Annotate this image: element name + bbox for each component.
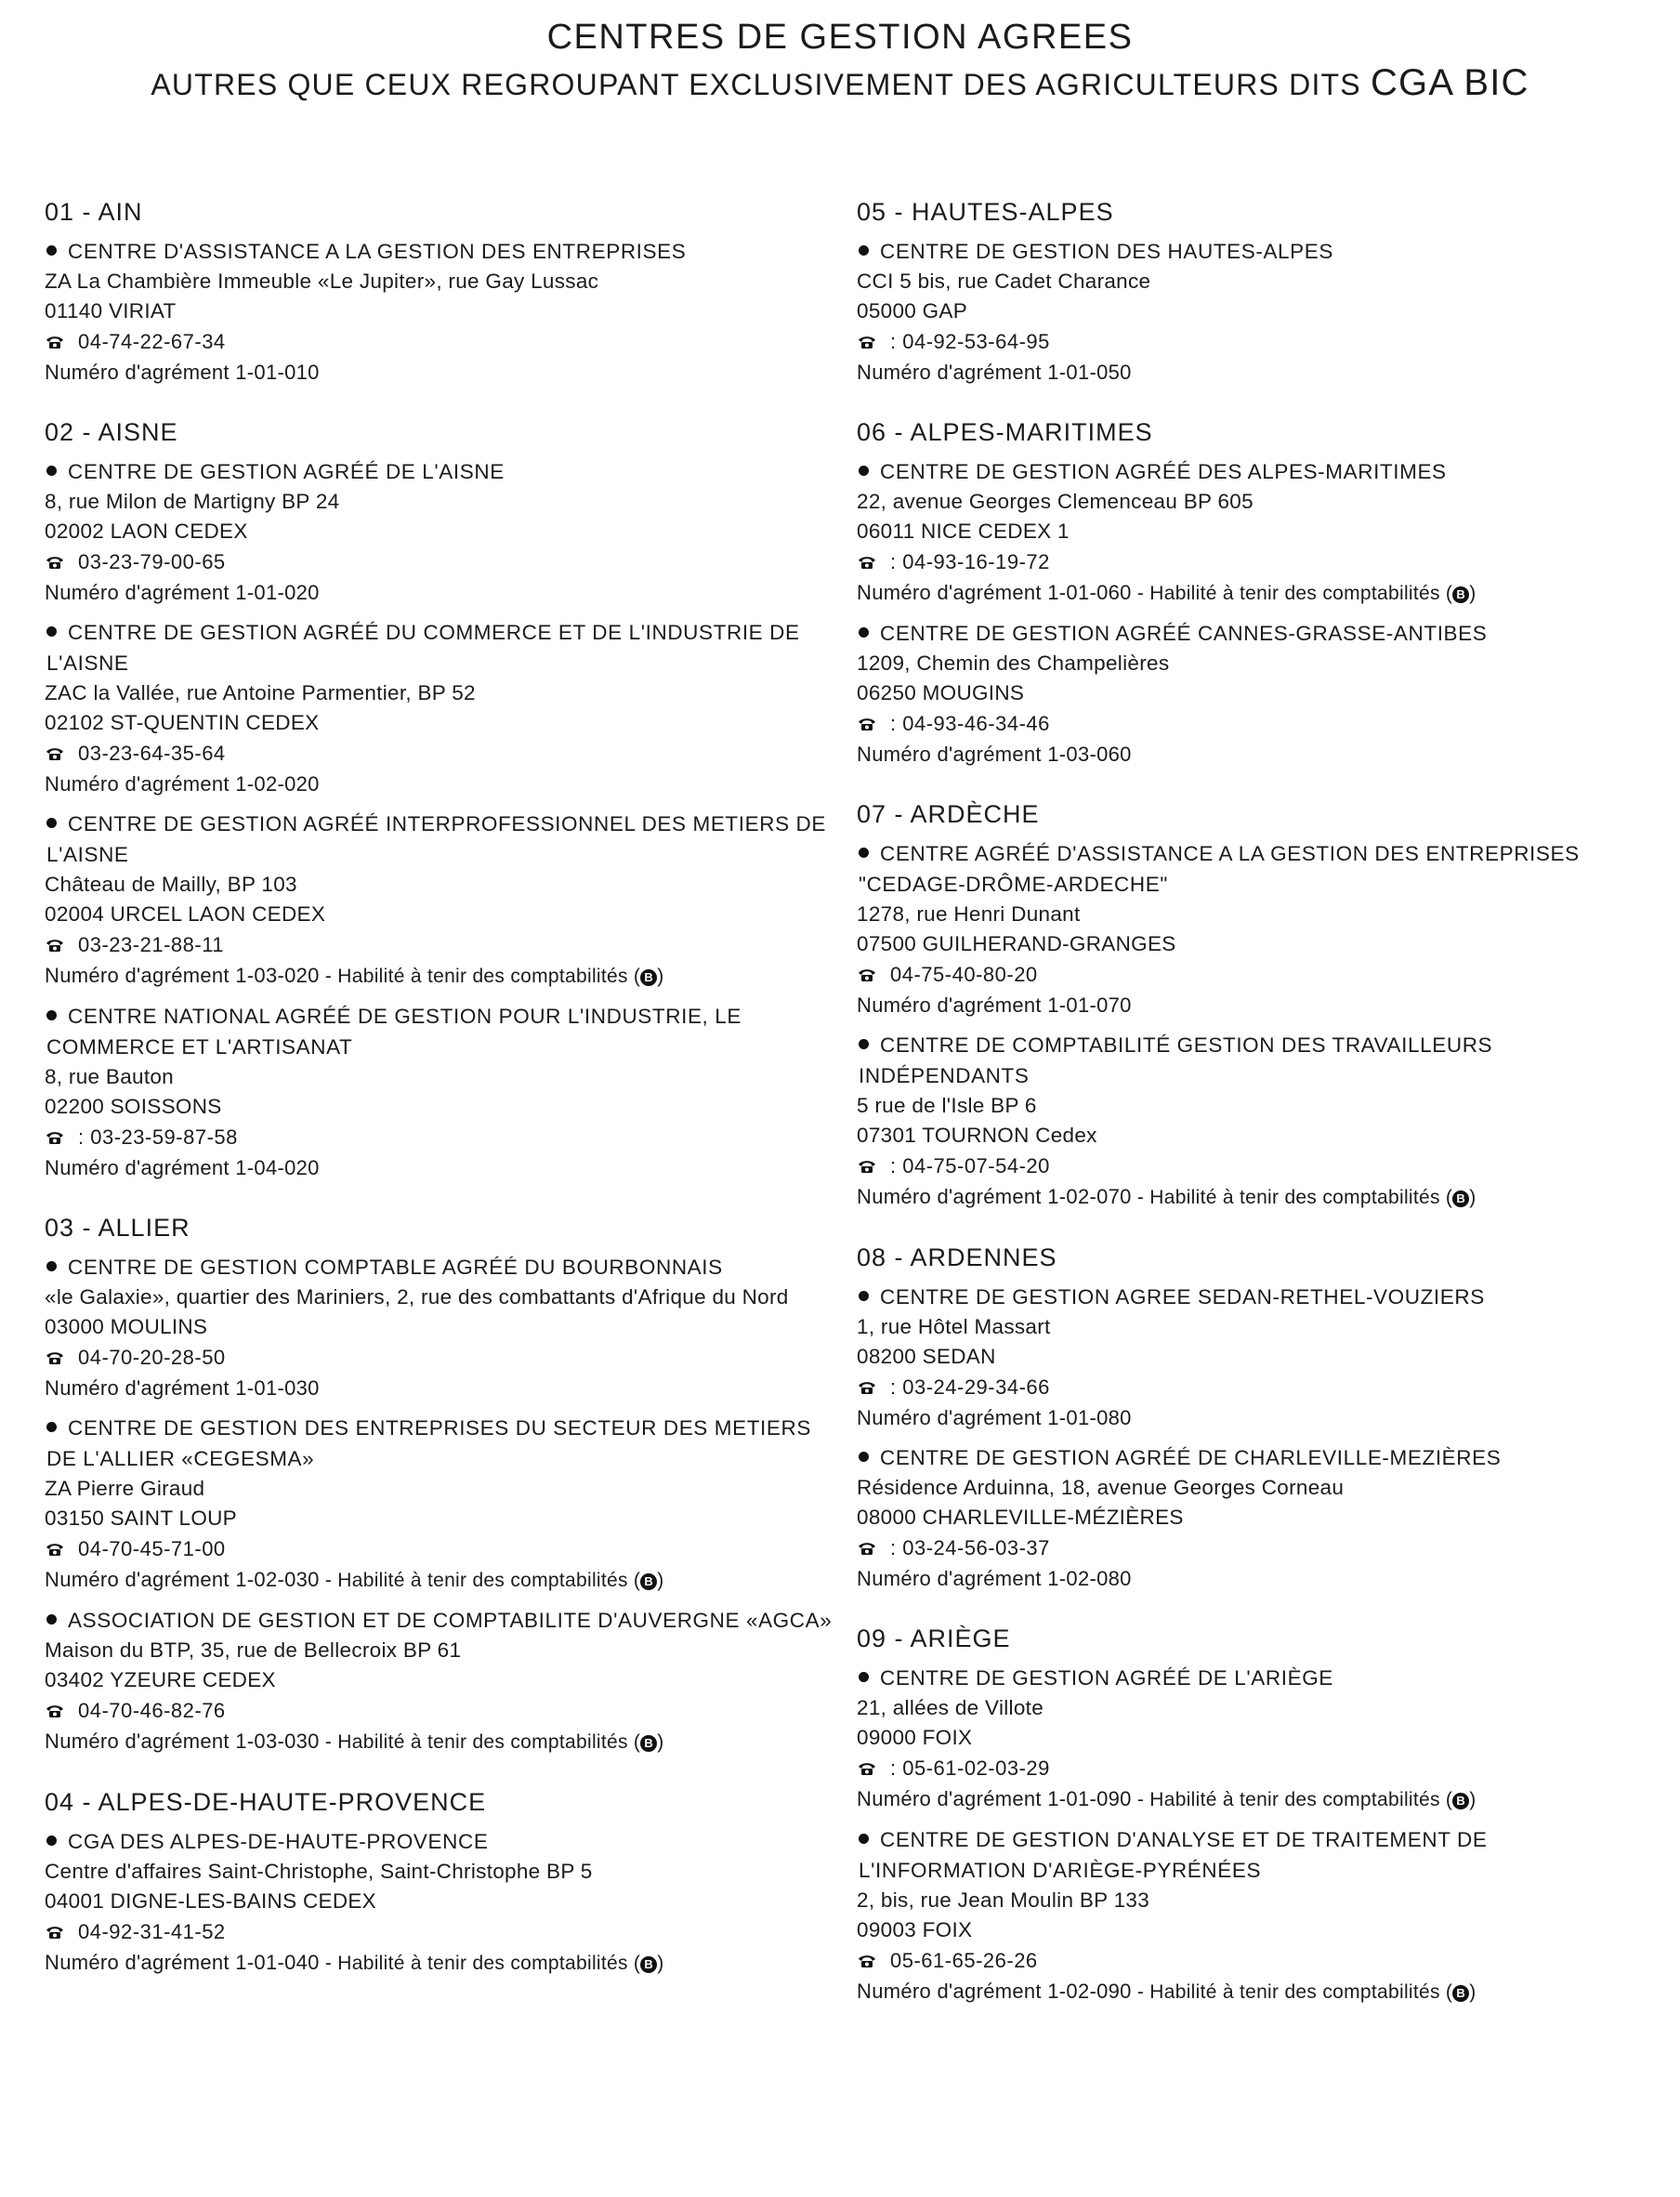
phone-number: : 03-24-29-34-66 — [890, 1375, 1050, 1399]
agrement-row — [857, 1564, 1647, 1594]
address-line: 03150 SAINT LOUP — [45, 1506, 237, 1530]
department-title: 05 - HAUTES-ALPES — [857, 198, 1114, 226]
centre-name-text: CENTRE DE GESTION AGRÉÉ DU COMMERCE ET DE L'INDUSTRIE DE L'AISNE — [46, 621, 800, 675]
habilite-note: - Habilité à tenir des comptabilités ( — [319, 1570, 641, 1591]
centre-entry — [45, 617, 834, 799]
phone-number: 04-70-20-28-50 — [78, 1346, 226, 1369]
bullet-icon — [859, 245, 869, 256]
page-header — [0, 13, 1680, 106]
centre-name — [857, 618, 1647, 649]
centre-entry — [857, 838, 1647, 1020]
phone-row — [857, 546, 1647, 578]
bullet-icon — [46, 1422, 57, 1432]
department-section — [857, 797, 1647, 1213]
centre-name-text: CENTRE DE GESTION DES HAUTES-ALPES — [880, 240, 1333, 263]
phone-number: 05-61-65-26-26 — [890, 1949, 1038, 1972]
phone-row — [45, 738, 834, 770]
habilite-close: ) — [657, 1731, 664, 1753]
department-section — [45, 1211, 834, 1757]
phone-row — [857, 959, 1647, 991]
phone-number: 03-23-64-35-64 — [78, 742, 226, 765]
address-line: 1, rue Hôtel Massart — [857, 1315, 1051, 1338]
address-line: ZAC la Vallée, rue Antoine Parmentier, BP 52 — [45, 681, 476, 704]
centre-name-text: CGA DES ALPES-DE-HAUTE-PROVENCE — [68, 1830, 489, 1853]
address-line: Château de Mailly, BP 103 — [45, 873, 297, 896]
bullet-icon — [46, 1835, 57, 1846]
habilite-close: ) — [657, 966, 664, 987]
bullet-icon — [46, 245, 57, 256]
agrement-row — [45, 1948, 834, 1979]
agrement-row — [857, 358, 1647, 388]
left-column — [45, 195, 834, 2006]
phone-icon — [857, 327, 877, 342]
address-line: 01140 VIRIAT — [45, 299, 177, 322]
bullet-icon — [859, 1672, 869, 1682]
agrement-number: Numéro d'agrément 1-01-060 — [857, 581, 1132, 604]
centre-entry — [857, 1824, 1647, 2007]
phone-icon — [45, 1696, 65, 1711]
address-line: 8, rue Milon de Martigny BP 24 — [45, 490, 340, 513]
phone-number: : 03-24-56-03-37 — [890, 1536, 1050, 1559]
address-line: CCI 5 bis, rue Cadet Charance — [857, 270, 1151, 293]
habilite-note: - Habilité à tenir des comptabilités ( — [1131, 1187, 1453, 1208]
centre-entry — [857, 456, 1647, 609]
phone-number: 04-70-46-82-76 — [78, 1699, 226, 1722]
centre-name-text: CENTRE DE GESTION COMPTABLE AGRÉÉ DU BOURBONNAIS — [68, 1256, 723, 1279]
phone-number: : 04-93-46-34-46 — [890, 712, 1050, 735]
agrement-number: Numéro d'agrément 1-01-030 — [45, 1376, 320, 1400]
address-line: 06011 NICE CEDEX 1 — [857, 520, 1070, 543]
address-line: 02004 URCEL LAON CEDEX — [45, 902, 326, 926]
address-line: 22, avenue Georges Clemenceau BP 605 — [857, 490, 1253, 513]
agrement-row — [857, 1784, 1647, 1815]
circled-letter-icon: B — [1452, 586, 1469, 603]
bullet-icon — [859, 627, 869, 638]
phone-row — [857, 1372, 1647, 1403]
bullet-icon — [46, 626, 57, 637]
centre-entry — [857, 236, 1647, 388]
habilite-close: ) — [1469, 1789, 1477, 1810]
phone-icon — [45, 547, 65, 562]
agrement-number: Numéro d'agrément 1-01-040 — [45, 1951, 320, 1974]
phone-icon — [857, 709, 877, 724]
department-section — [857, 415, 1647, 770]
address-line: Centre d'affaires Saint-Christophe, Saint-Christophe BP 5 — [45, 1860, 593, 1883]
bullet-icon — [859, 466, 869, 476]
subtitle-main: AUTRES QUE CEUX REGROUPANT EXCLUSIVEMENT DES AGRICULTEURS DITS — [151, 68, 1361, 101]
centre-name-text: CENTRE DE GESTION AGRÉÉ DE CHARLEVILLE-MEZIÈRES — [880, 1446, 1502, 1469]
habilite-close: ) — [657, 1953, 664, 1974]
agrement-number: Numéro d'agrément 1-01-080 — [857, 1406, 1132, 1429]
centre-name — [857, 1663, 1647, 1693]
phone-icon — [45, 1917, 65, 1932]
centre-name-text: CENTRE D'ASSISTANCE A LA GESTION DES ENTREPRISES — [68, 240, 687, 263]
circled-letter-icon: B — [640, 1573, 657, 1590]
phone-number: 04-75-40-80-20 — [890, 963, 1038, 986]
phone-row — [857, 326, 1647, 358]
circled-letter-icon: B — [1452, 1985, 1469, 2002]
centre-name — [857, 236, 1647, 267]
address-line: 1209, Chemin des Champelières — [857, 651, 1170, 675]
phone-icon — [857, 1533, 877, 1548]
phone-number: : 04-92-53-64-95 — [890, 330, 1050, 353]
habilite-note: - Habilité à tenir des comptabilités ( — [319, 1953, 641, 1974]
agrement-number: Numéro d'agrément 1-04-020 — [45, 1156, 320, 1179]
address-line: 8, rue Bauton — [45, 1065, 174, 1088]
habilite-note: - Habilité à tenir des comptabilités ( — [319, 1731, 641, 1753]
department-title: 03 - ALLIER — [45, 1214, 190, 1242]
centre-entry — [45, 1252, 834, 1403]
phone-row — [857, 1753, 1647, 1784]
bullet-icon — [859, 1039, 869, 1049]
bullet-icon — [859, 1291, 869, 1301]
circled-letter-icon: B — [1452, 1793, 1469, 1809]
centre-entry — [857, 618, 1647, 770]
phone-row — [45, 1533, 834, 1565]
bullet-icon — [46, 1261, 57, 1271]
address-line: ZA Pierre Giraud — [45, 1477, 205, 1500]
centre-name — [857, 838, 1647, 900]
centre-name — [857, 1442, 1647, 1473]
centre-name-text: CENTRE DE GESTION AGRÉÉ DES ALPES-MARITIMES — [880, 460, 1447, 483]
habilite-note: - Habilité à tenir des comptabilités ( — [319, 966, 641, 987]
department-section — [857, 1241, 1647, 1594]
habilite-close: ) — [1469, 583, 1477, 604]
address-line: 21, allées de Villote — [857, 1696, 1044, 1719]
centre-name — [45, 1001, 834, 1062]
page-title: CENTRES DE GESTION AGREES — [546, 18, 1134, 57]
address-line: 2, bis, rue Jean Moulin BP 133 — [857, 1888, 1150, 1912]
centre-entry — [45, 456, 834, 608]
habilite-close: ) — [1469, 1187, 1477, 1208]
phone-icon — [857, 960, 877, 975]
agrement-row — [857, 578, 1647, 609]
agrement-number: Numéro d'agrément 1-02-030 — [45, 1568, 320, 1591]
habilite-close: ) — [1469, 1981, 1477, 2003]
agrement-row — [857, 1182, 1647, 1213]
address-line: 02002 LAON CEDEX — [45, 520, 248, 543]
address-line: 03000 MOULINS — [45, 1315, 208, 1338]
phone-number: : 05-61-02-03-29 — [890, 1756, 1050, 1780]
phone-row — [45, 1695, 834, 1727]
phone-number: : 03-23-59-87-58 — [78, 1125, 238, 1149]
phone-row — [857, 1533, 1647, 1564]
agrement-number: Numéro d'agrément 1-03-030 — [45, 1730, 320, 1753]
phone-icon — [857, 1151, 877, 1166]
agrement-number: Numéro d'agrément 1-03-020 — [45, 964, 320, 987]
habilite-note: - Habilité à tenir des comptabilités ( — [1131, 1981, 1453, 2003]
department-section — [45, 415, 834, 1183]
agrement-row — [45, 1374, 834, 1403]
centre-name — [857, 1824, 1647, 1886]
phone-row — [45, 1122, 834, 1153]
agrement-row — [45, 358, 834, 388]
centre-entry — [45, 236, 834, 388]
centre-name — [45, 1826, 834, 1857]
centre-entry — [45, 809, 834, 992]
phone-icon — [45, 930, 65, 945]
department-title: 01 - AIN — [45, 198, 143, 226]
address-line: 05000 GAP — [857, 299, 968, 322]
centre-entry — [857, 1663, 1647, 1815]
centre-name-text: CENTRE AGRÉÉ D'ASSISTANCE A LA GESTION DES ENTREPRISES "CEDAGE-DRÔME-ARDECHE" — [859, 842, 1580, 896]
agrement-number: Numéro d'agrément 1-01-070 — [857, 993, 1132, 1017]
agrement-number: Numéro d'agrément 1-03-060 — [857, 743, 1132, 766]
centre-name — [857, 456, 1647, 487]
phone-row — [45, 326, 834, 358]
department-title: 08 - ARDENNES — [857, 1243, 1057, 1271]
phone-row — [857, 1151, 1647, 1182]
department-title: 09 - ARIÈGE — [857, 1625, 1011, 1652]
address-line: 06250 MOUGINS — [857, 681, 1025, 704]
circled-letter-icon: B — [640, 969, 657, 986]
agrement-number: Numéro d'agrément 1-02-090 — [857, 1980, 1132, 2003]
centre-name-text: CENTRE DE GESTION AGRÉÉ DE L'ARIÈGE — [880, 1666, 1333, 1690]
centre-name — [857, 1030, 1647, 1091]
centre-name — [45, 456, 834, 487]
bullet-icon — [46, 818, 57, 828]
centre-entry — [45, 1826, 834, 1979]
agrement-number: Numéro d'agrément 1-02-080 — [857, 1567, 1132, 1590]
agrement-number: Numéro d'agrément 1-01-020 — [45, 581, 320, 604]
phone-icon — [45, 739, 65, 754]
circled-letter-icon: B — [640, 1735, 657, 1752]
address-line: 5 rue de l'Isle BP 6 — [857, 1094, 1037, 1117]
agrement-row — [857, 991, 1647, 1020]
centre-entry — [857, 1030, 1647, 1213]
centre-name-text: CENTRE NATIONAL AGRÉÉ DE GESTION POUR L'INDUSTRIE, LE COMMERCE ET L'ARTISANAT — [46, 1005, 742, 1059]
agrement-row — [45, 578, 834, 608]
agrement-row — [45, 1153, 834, 1183]
centre-name-text: CENTRE DE GESTION DES ENTREPRISES DU SECTEUR DES METIERS DE L'ALLIER «CEGESMA» — [46, 1416, 811, 1470]
department-section — [857, 195, 1647, 388]
address-line: Résidence Arduinna, 18, avenue Georges Corneau — [857, 1476, 1345, 1499]
right-column — [857, 195, 1647, 2035]
page-subtitle — [0, 61, 1680, 106]
habilite-note: - Habilité à tenir des comptabilités ( — [1131, 583, 1453, 604]
address-line: 08200 SEDAN — [857, 1345, 996, 1368]
centre-name-text: CENTRE DE GESTION AGREE SEDAN-RETHEL-VOUZIERS — [880, 1285, 1485, 1309]
phone-icon — [45, 1534, 65, 1549]
agrement-row — [45, 1565, 834, 1596]
phone-icon — [857, 1373, 877, 1388]
centre-entry — [45, 1605, 834, 1757]
bullet-icon — [46, 1614, 57, 1625]
agrement-number: Numéro d'agrément 1-01-050 — [857, 361, 1132, 384]
address-line: 09003 FOIX — [857, 1918, 973, 1941]
department-title: 07 - ARDÈCHE — [857, 800, 1040, 828]
phone-number: : 04-75-07-54-20 — [890, 1154, 1050, 1177]
agrement-number: Numéro d'agrément 1-01-010 — [45, 361, 320, 384]
centre-name — [45, 1605, 834, 1636]
centre-entry — [857, 1442, 1647, 1594]
phone-icon — [857, 547, 877, 562]
subtitle-tail: CGA BIC — [1370, 62, 1529, 103]
bullet-icon — [46, 1010, 57, 1020]
address-line: 1278, rue Henri Dunant — [857, 902, 1081, 926]
centre-name-text: CENTRE DE GESTION D'ANALYSE ET DE TRAITEMENT DE L'INFORMATION D'ARIÈGE-PYRÉNÉES — [859, 1828, 1488, 1882]
department-section — [45, 1785, 834, 1979]
phone-row — [45, 929, 834, 961]
department-title: 06 - ALPES-MARITIMES — [857, 418, 1153, 446]
phone-row — [45, 1916, 834, 1948]
address-line: 04001 DIGNE-LES-BAINS CEDEX — [45, 1889, 376, 1913]
centre-name-text: CENTRE DE GESTION AGRÉÉ INTERPROFESSIONNEL DES METIERS DE L'AISNE — [46, 812, 826, 866]
phone-number: 03-23-79-00-65 — [78, 550, 226, 573]
phone-icon — [857, 1946, 877, 1961]
centre-name-text: CENTRE DE GESTION AGRÉÉ CANNES-GRASSE-ANTIBES — [880, 622, 1488, 645]
address-line: 02102 ST-QUENTIN CEDEX — [45, 711, 320, 734]
agrement-number: Numéro d'agrément 1-01-090 — [857, 1787, 1132, 1810]
bullet-icon — [859, 1452, 869, 1462]
centre-name — [45, 617, 834, 678]
department-section — [45, 195, 834, 388]
centre-entry — [45, 1413, 834, 1596]
agrement-row — [45, 770, 834, 799]
phone-number: 04-70-45-71-00 — [78, 1537, 226, 1560]
phone-row — [45, 546, 834, 578]
phone-icon — [45, 1343, 65, 1358]
address-line: 09000 FOIX — [857, 1726, 973, 1749]
phone-icon — [857, 1754, 877, 1769]
department-section — [857, 1622, 1647, 2007]
phone-row — [857, 708, 1647, 740]
bullet-icon — [46, 466, 57, 476]
bullet-icon — [859, 1834, 869, 1844]
phone-icon — [45, 327, 65, 342]
address-line: 07500 GUILHERAND-GRANGES — [857, 932, 1176, 955]
agrement-row — [45, 1727, 834, 1757]
phone-row — [857, 1945, 1647, 1977]
habilite-note: - Habilité à tenir des comptabilités ( — [1131, 1789, 1453, 1810]
centre-name — [45, 1252, 834, 1283]
agrement-row — [857, 1977, 1647, 2007]
address-line: 08000 CHARLEVILLE-MÉZIÈRES — [857, 1506, 1184, 1529]
phone-number: : 04-93-16-19-72 — [890, 550, 1050, 573]
centre-name — [857, 1282, 1647, 1312]
agrement-number: Numéro d'agrément 1-02-070 — [857, 1185, 1132, 1208]
centre-entry — [45, 1001, 834, 1183]
centre-name — [45, 809, 834, 870]
department-title: 04 - ALPES-DE-HAUTE-PROVENCE — [45, 1788, 487, 1816]
phone-number: 04-74-22-67-34 — [78, 330, 226, 353]
address-line: «le Galaxie», quartier des Mariniers, 2, rue des combattants d'Afrique du Nord — [45, 1285, 789, 1309]
agrement-number: Numéro d'agrément 1-02-020 — [45, 772, 320, 796]
address-line: 03402 YZEURE CEDEX — [45, 1668, 276, 1691]
circled-letter-icon: B — [640, 1956, 657, 1973]
circled-letter-icon: B — [1452, 1191, 1469, 1207]
address-line: Maison du BTP, 35, rue de Bellecroix BP 61 — [45, 1638, 462, 1662]
address-line: 07301 TOURNON Cedex — [857, 1124, 1097, 1147]
bullet-icon — [859, 848, 869, 858]
department-title: 02 - AISNE — [45, 418, 178, 446]
centre-name-text: ASSOCIATION DE GESTION ET DE COMPTABILITE D'AUVERGNE «AGCA» — [68, 1609, 833, 1632]
centre-name-text: CENTRE DE COMPTABILITÉ GESTION DES TRAVAILLEURS INDÉPENDANTS — [859, 1033, 1493, 1087]
centre-name — [45, 1413, 834, 1474]
agrement-row — [45, 961, 834, 992]
habilite-close: ) — [657, 1570, 664, 1591]
phone-number: 04-92-31-41-52 — [78, 1920, 226, 1943]
centre-name — [45, 236, 834, 267]
phone-number: 03-23-21-88-11 — [78, 933, 225, 956]
centre-name-text: CENTRE DE GESTION AGRÉÉ DE L'AISNE — [68, 460, 505, 483]
agrement-row — [857, 740, 1647, 770]
phone-icon — [45, 1123, 65, 1138]
centre-entry — [857, 1282, 1647, 1433]
address-line: ZA La Chambière Immeuble «Le Jupiter», rue Gay Lussac — [45, 270, 599, 293]
agrement-row — [857, 1403, 1647, 1433]
address-line: 02200 SOISSONS — [45, 1095, 222, 1118]
phone-row — [45, 1342, 834, 1374]
